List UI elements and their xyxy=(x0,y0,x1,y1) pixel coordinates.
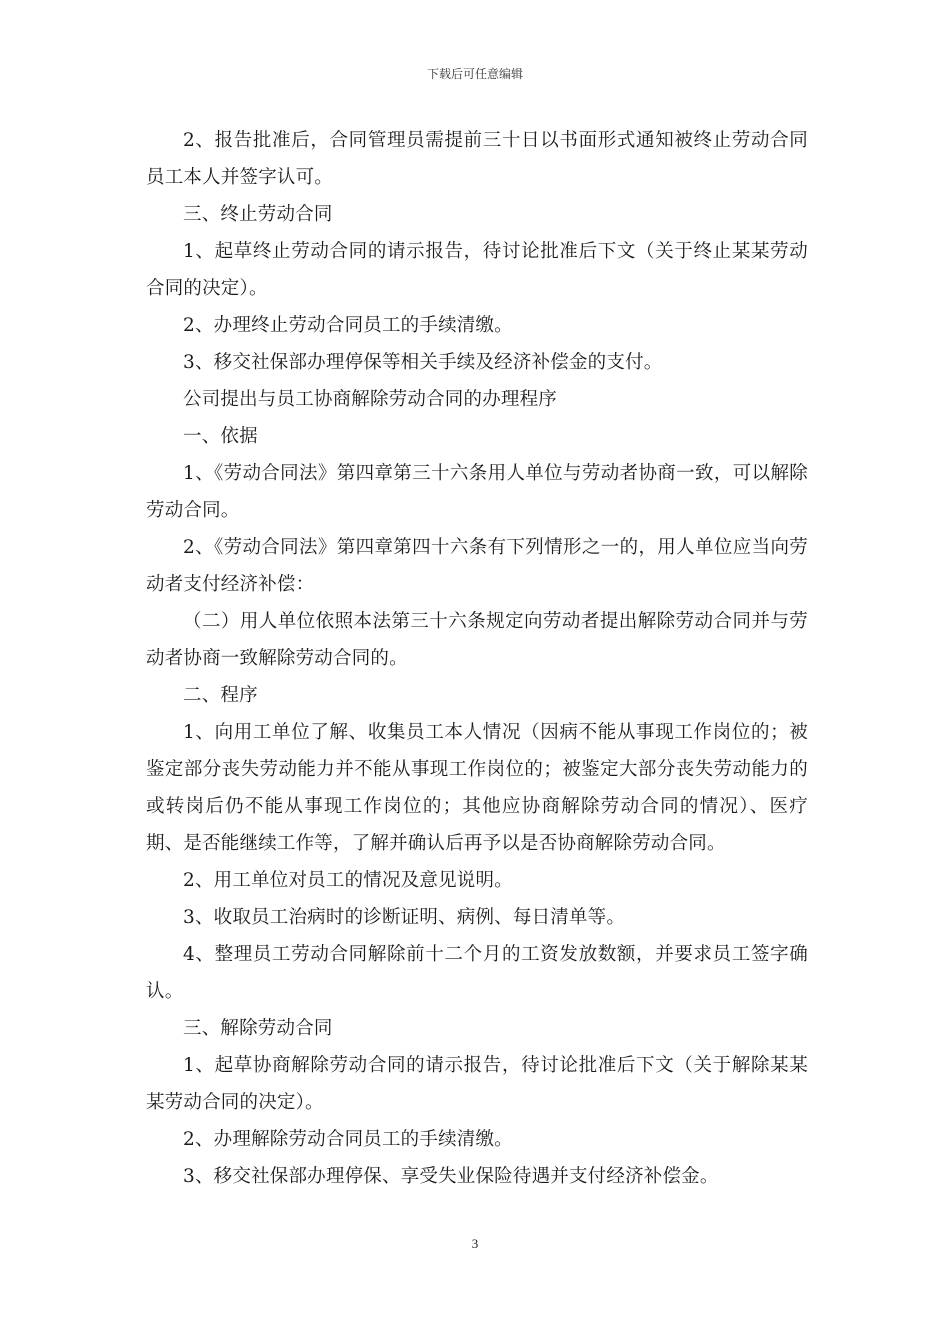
paragraph: 2、《劳动合同法》第四章第四十六条有下列情形之一的，用人单位应当向劳动者支付经济补偿： xyxy=(146,537,808,595)
section-heading: 二、程序 xyxy=(183,685,258,706)
paragraph: 3、收取员工治病时的诊断证明、病例、每日清单等。 xyxy=(183,907,626,928)
paragraph: （二）用人单位依照本法第三十六条规定向劳动者提出解除劳动合同并与劳动者协商一致解除劳动合同的。 xyxy=(146,611,808,669)
section-heading: 三、解除劳动合同 xyxy=(183,1018,333,1039)
paragraph: 3、移交社保部办理停保、享受失业保险待遇并支付经济补偿金。 xyxy=(183,1166,719,1187)
paragraph: 2、报告批准后，合同管理员需提前三十日以书面形式通知被终止劳动合同员工本人并签字认可。 xyxy=(146,130,808,188)
paragraph: 1、起草终止劳动合同的请示报告，待讨论批准后下文（关于终止某某劳动合同的决定）。 xyxy=(146,241,808,299)
paragraph: 1、向用工单位了解、收集员工本人情况（因病不能从事现工作岗位的；被鉴定部分丧失劳动能力并不能从事现工作岗位的；被鉴定大部分丧失劳动能力的或转岗后仍不能从事现工作岗位的；其他应协商解除劳动合同的情况）、医疗期、是否能继续工作等，了解并确认后再予以是否协商解除劳动合同。 xyxy=(146,722,808,854)
paragraph: 2、办理解除劳动合同员工的手续清缴。 xyxy=(183,1129,513,1150)
section-title: 公司提出与员工协商解除劳动合同的办理程序 xyxy=(183,389,558,410)
paragraph: 1、《劳动合同法》第四章第三十六条用人单位与劳动者协商一致，可以解除劳动合同。 xyxy=(146,463,808,521)
document-body xyxy=(146,122,808,1195)
paragraph: 2、办理终止劳动合同员工的手续清缴。 xyxy=(183,315,513,336)
section-heading: 一、依据 xyxy=(183,426,258,447)
paragraph: 4、整理员工劳动合同解除前十二个月的工资发放数额，并要求员工签字确认。 xyxy=(146,944,808,1002)
paragraph: 2、用工单位对员工的情况及意见说明。 xyxy=(183,870,513,891)
paragraph: 3、移交社保部办理停保等相关手续及经济补偿金的支付。 xyxy=(183,352,663,373)
section-heading: 三、终止劳动合同 xyxy=(183,204,333,225)
page-header: 下载后可任意编辑 xyxy=(426,67,523,81)
paragraph: 1、起草协商解除劳动合同的请示报告，待讨论批准后下文（关于解除某某某劳动合同的决定）。 xyxy=(146,1055,808,1113)
page-number: 3 xyxy=(471,1236,479,1251)
